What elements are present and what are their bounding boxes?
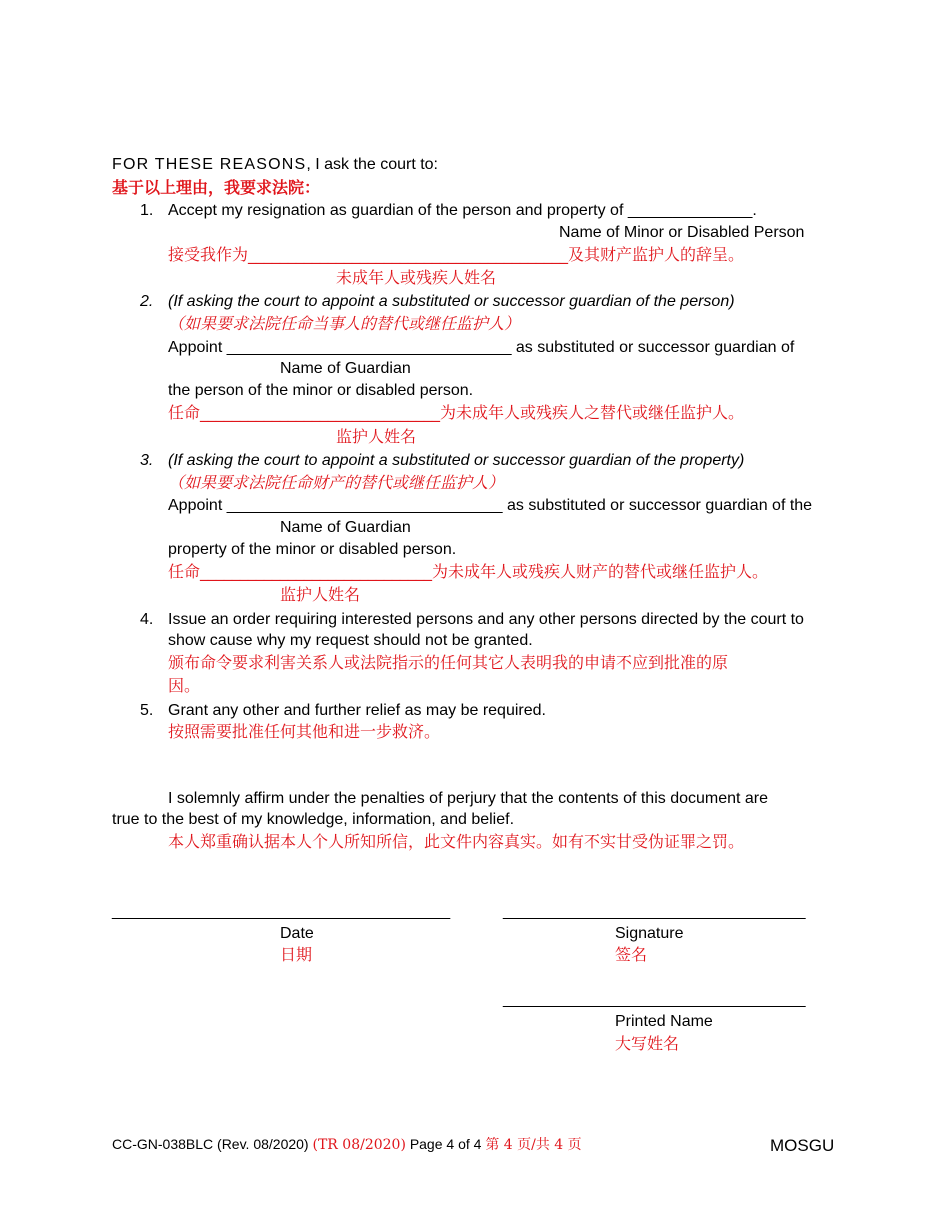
- item-3-appoint-en: Appoint _______________________________ as substituted or successor guardian of the: [168, 497, 813, 514]
- item-2-condition-en: (If asking the court to appoint a substituted or successor guardian of the person): [168, 293, 735, 310]
- heading-en-suffix: , I ask the court to:: [306, 156, 438, 173]
- item-5-text: Grant any other and further relief as may be required.: [168, 702, 546, 719]
- heading-en: [112, 157, 438, 173]
- item-2-number: 2.: [140, 293, 154, 310]
- signature-label-en: Signature: [615, 925, 684, 942]
- date-line[interactable]: ______________________________________: [112, 903, 451, 920]
- item-1-label-en: Name of Minor or Disabled Person: [559, 224, 805, 241]
- printed-name-label-zh: 大写姓名: [615, 1034, 680, 1053]
- heading-zh: 基于以上理由，我要求法院：: [112, 178, 321, 197]
- footer-page-en: Page 4 of 4: [409, 1136, 482, 1152]
- heading-en-prefix: FOR THESE REASONS: [112, 156, 307, 173]
- signature-line[interactable]: __________________________________: [503, 903, 806, 920]
- affirmation-line1: I solemnly affirm under the penalties of perjury that the contents of this document are: [168, 790, 769, 807]
- item-3-condition-zh: （如果要求法院任命财产的替代或继任监护人）: [168, 473, 505, 492]
- footer-page-zh: 第 4 页/共 4 页: [485, 1137, 582, 1153]
- item-5-number: 5.: [140, 702, 154, 719]
- affirmation-line2: true to the best of my knowledge, information, and belief.: [112, 811, 515, 828]
- item-4-number: 4.: [140, 611, 154, 628]
- item-4-text-line2: show cause why my request should not be granted.: [168, 632, 533, 649]
- item-2-label-en: Name of Guardian: [280, 360, 411, 377]
- footer-tr: (TR 08/2020): [312, 1137, 406, 1153]
- item-3-text-zh: 任命_____________________________为未成年人或残疾人财产的替代或继任监护人。: [168, 562, 769, 581]
- item-1-label-zh: 未成年人或残疾人姓名: [336, 268, 497, 287]
- printed-name-line[interactable]: __________________________________: [503, 991, 806, 1008]
- item-1-text: Accept my resignation as guardian of the person and property of ______________.: [168, 202, 757, 219]
- item-4-zh-line2: 因。: [168, 676, 201, 695]
- footer-form-id: CC-GN-038BLC (Rev. 08/2020): [112, 1136, 309, 1152]
- footer-code: MOSGU: [770, 1136, 835, 1155]
- item-4-zh-line1: 颁布命令要求利害关系人或法院指示的任何其它人表明我的申请不应到批准的原: [168, 653, 729, 672]
- date-label-en: Date: [280, 925, 314, 942]
- signature-label-zh: 签名: [615, 945, 648, 964]
- item-1-text-zh: 接受我作为________________________________________及其财产监护人的辞呈。: [168, 245, 745, 264]
- item-3-continuation-en: property of the minor or disabled person.: [168, 541, 457, 558]
- item-2-text-zh: 任命______________________________为未成年人或残疾人之替代或继任监护人。: [168, 403, 745, 422]
- printed-name-label-en: Printed Name: [615, 1013, 713, 1030]
- item-3-label-zh: 监护人姓名: [280, 585, 361, 604]
- item-2-appoint-en: Appoint ________________________________ as substituted or successor guardian of: [168, 339, 795, 356]
- item-2-condition-zh: （如果要求法院任命当事人的替代或继任监护人）: [168, 314, 521, 333]
- item-3-condition-en: (If asking the court to appoint a substituted or successor guardian of the property): [168, 452, 745, 469]
- item-1-number: 1.: [140, 202, 154, 219]
- item-2-label-zh: 监护人姓名: [336, 427, 417, 446]
- footer: [112, 1137, 582, 1152]
- item-2-continuation-en: the person of the minor or disabled person.: [168, 382, 474, 399]
- item-3-number: 3.: [140, 452, 154, 469]
- item-4-text-line1: Issue an order requiring interested persons and any other persons directed by the court to: [168, 611, 804, 628]
- affirmation-zh: 本人郑重确认据本人个人所知所信，此文件内容真实。如有不实甘受伪证罪之罚。: [168, 832, 745, 851]
- item-5-text-zh: 按照需要批准任何其他和进一步救济。: [168, 722, 441, 741]
- date-label-zh: 日期: [280, 945, 313, 964]
- item-3-label-en: Name of Guardian: [280, 519, 411, 536]
